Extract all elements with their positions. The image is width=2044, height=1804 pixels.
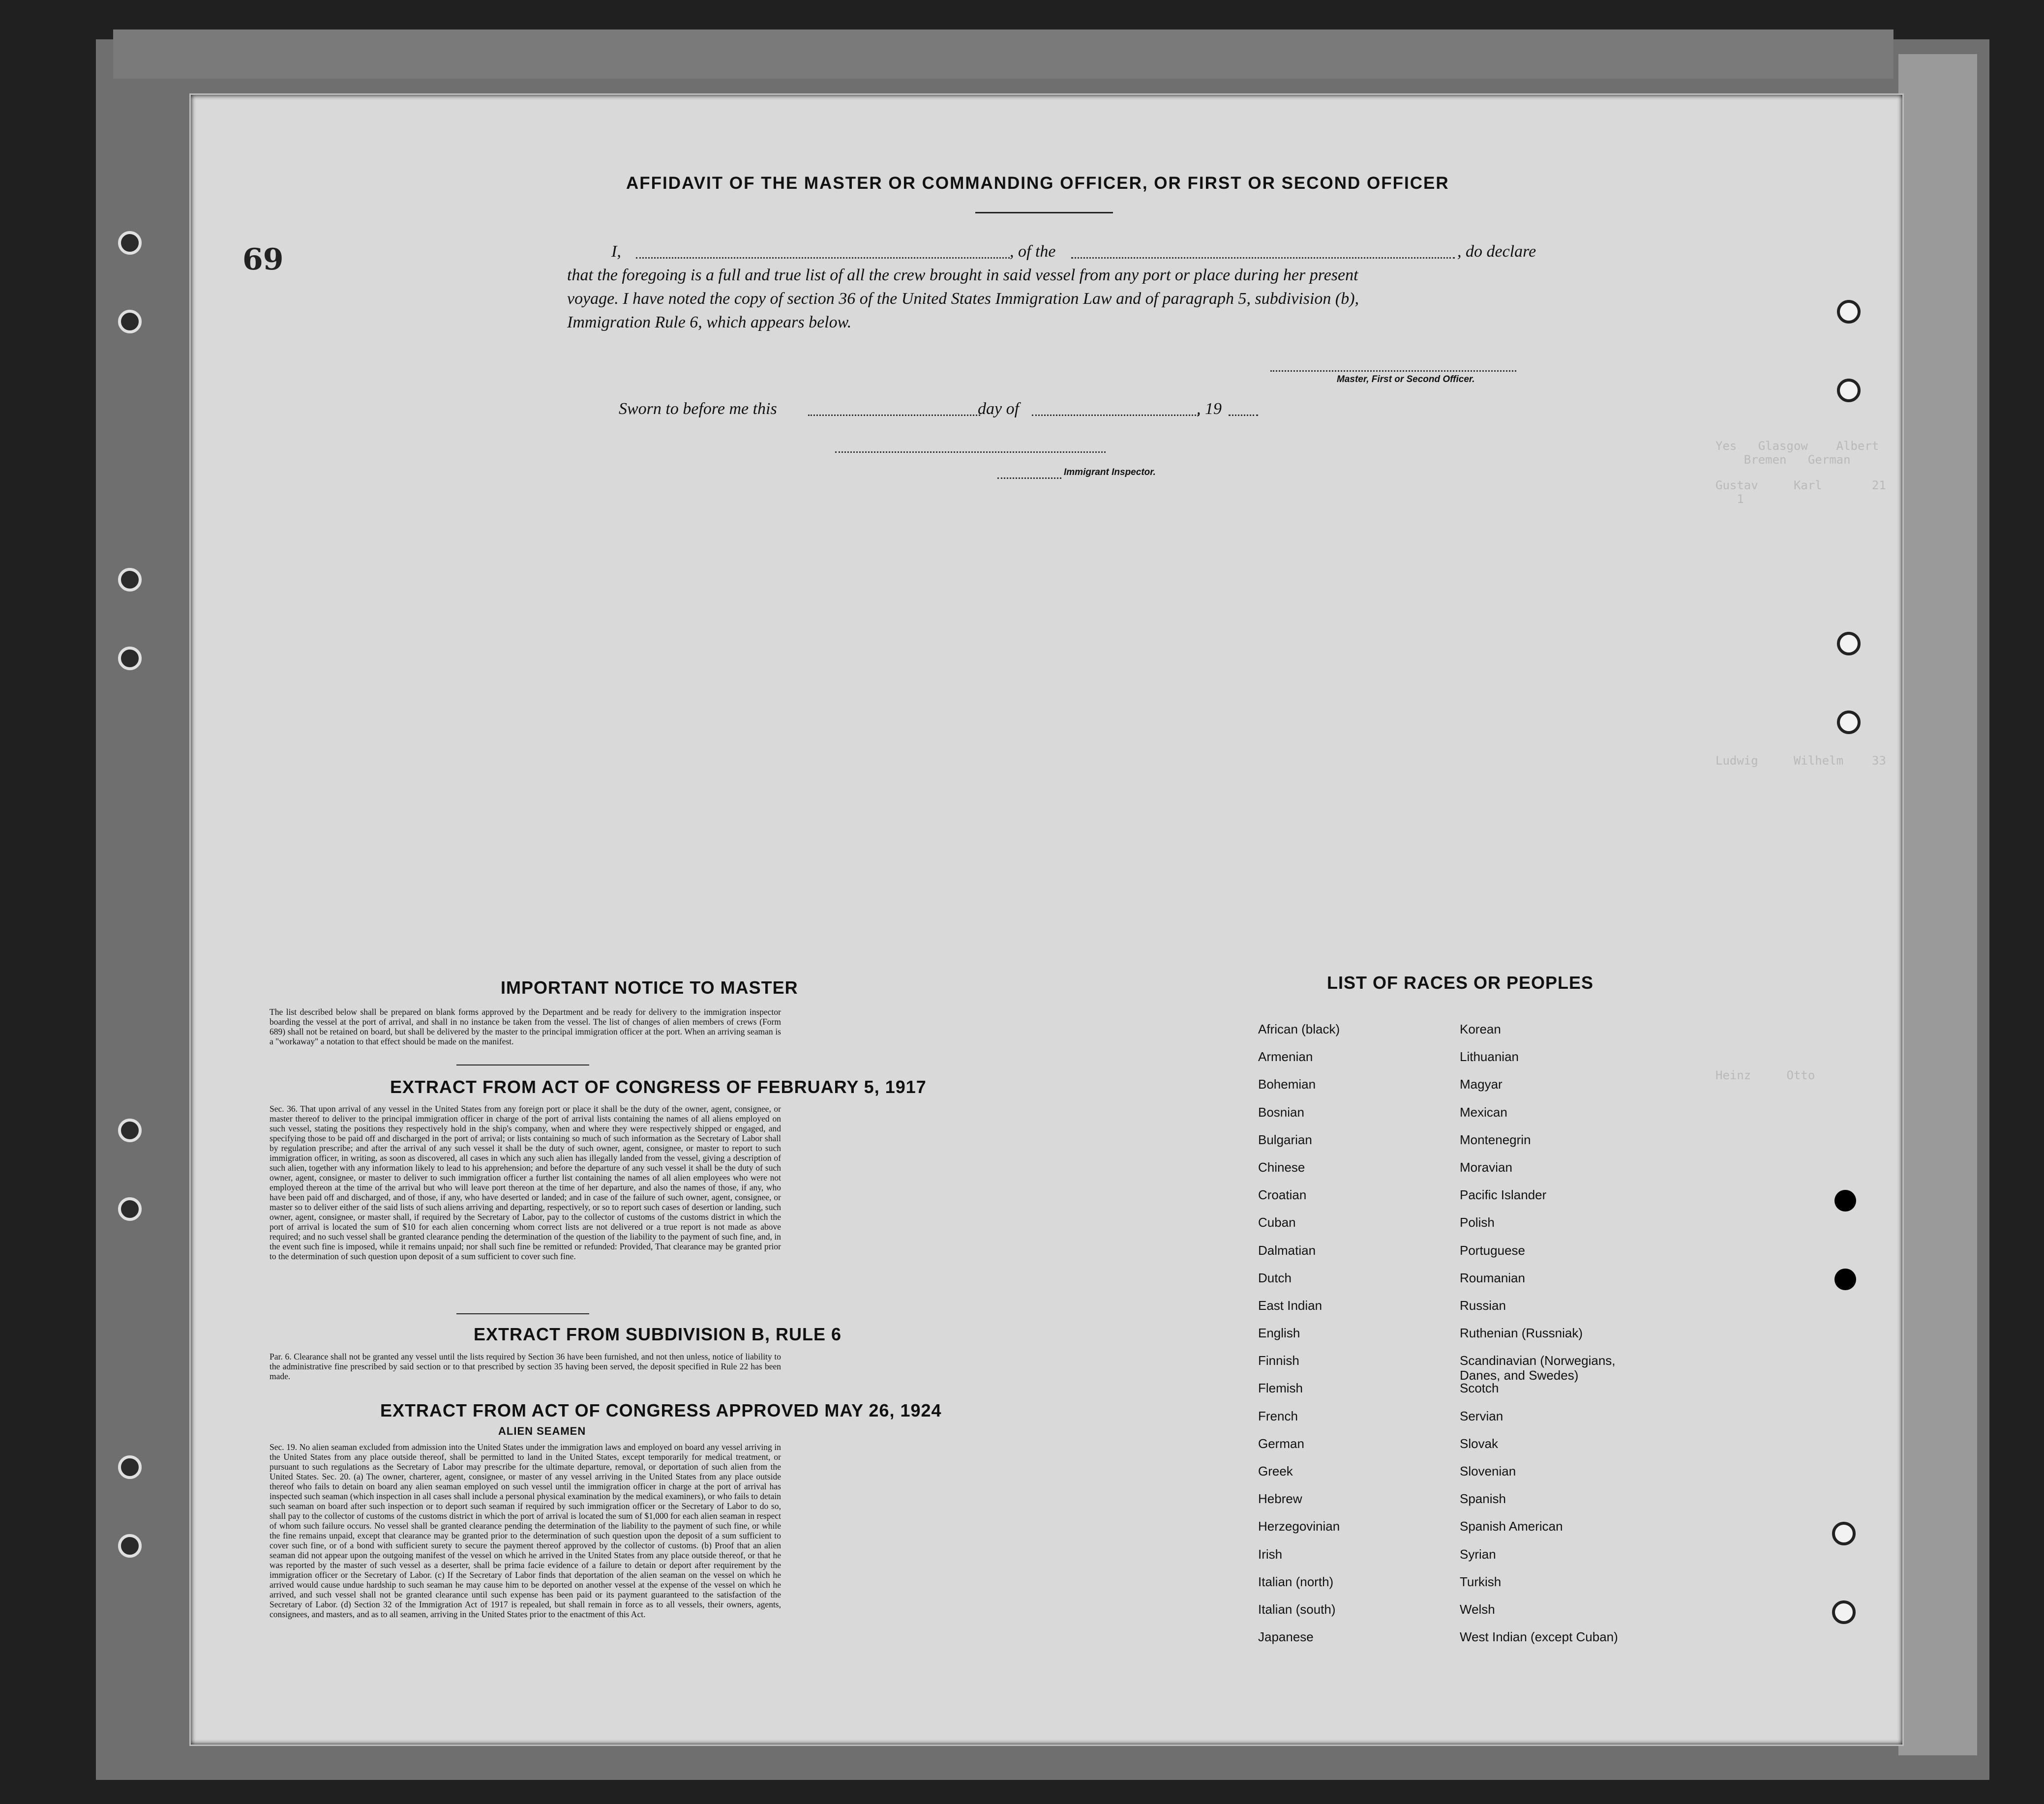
race-item: Korean	[1460, 1022, 1501, 1036]
extract-1924-title: EXTRACT FROM ACT OF CONGRESS APPROVED MAY 26, 1924	[380, 1400, 942, 1420]
race-item: Mexican	[1460, 1104, 1507, 1120]
declaration-i: I,	[611, 242, 621, 261]
binder-hole	[118, 231, 142, 255]
race-item: Welsh	[1460, 1601, 1495, 1617]
race-item: West Indian (except Cuban)	[1460, 1629, 1618, 1645]
race-item: Lithuanian	[1460, 1049, 1519, 1065]
race-item: Cuban	[1258, 1215, 1296, 1230]
affidavit-title: AFFIDAVIT OF THE MASTER OR COMMANDING OFFICER, OR FIRST OR SECOND OFFICER	[626, 174, 1449, 193]
race-item: Scotch	[1460, 1381, 1499, 1396]
race-item: Spanish	[1460, 1491, 1506, 1507]
sworn-month-field[interactable]	[1032, 414, 1199, 416]
race-item: Slovenian	[1460, 1464, 1516, 1479]
race-item: Magyar	[1460, 1077, 1503, 1092]
officer-signature-label: Master, First or Second Officer.	[1337, 374, 1475, 384]
document-page	[189, 93, 1904, 1746]
vessel-name-field[interactable]	[1071, 257, 1455, 259]
race-item: Croatian	[1258, 1187, 1307, 1203]
races-right-column	[1460, 1022, 1647, 1657]
race-item: French	[1258, 1408, 1298, 1423]
officer-signature-field[interactable]	[1270, 370, 1516, 372]
race-item: East Indian	[1258, 1298, 1323, 1313]
binder-hole	[1834, 1269, 1856, 1290]
inspector-signature-field[interactable]	[835, 451, 1106, 453]
underlying-sheet-edge	[1898, 54, 1977, 1755]
extract-1924-text: Sec. 19. No alien seaman excluded from admission into the United States under the immigration laws and employed on board any vessel arriving in the United States from any place outside thereof, shall be permitted to land in the United States, except temporarily for medical treatment, or pursuant to such regulations as the Secretary of Labor may prescribe for the ultimate departure, removal, or deportation of such alien from the United States. Sec. 20. (a) The owner, charterer, agent, consignee, or master of any vessel arriving in the United States from any place outside thereof who fails to detain on board any alien seaman employed on such vessel until the immigration officer in charge at the port of arrival has inspected such seaman (which inspection in all cases shall include a personal physical examination by the medical examiners), or who fails to detain such seaman on board after such inspection or to deport such seaman if required by such immigration officer or the Secretary of Labor to do so, shall pay to the collector of customs of the customs district in which the port of arrival is located the sum of $1,000 for each alien seaman in respect of whom such failure occurs. No vessel shall be granted clearance pending the determination of the liability to the payment of such fine, or while the fine remains unpaid, except that clearance may be granted prior to the determination of such question upon the deposit of a sum sufficient to cover such fine, or of a bond with sufficient surety to secure the payment thereof approved by the collector of customs. (b) Proof that an alien seaman did not appear upon the outgoing manifest of the vessel on which he arrived in the United States from any place outside thereof, or that he was reported by the master of such vessel as a deserter, shall be prima facie evidence of a failure to detain or deport after requirement by the immigration officer or the Secretary of Labor. (c) If the Secretary of Labor finds that deportation of the alien seaman on the vessel on which he arrived would cause undue hardship to such seaman he may cause him to be deported on another vessel at the expense of the vessel on which he arrived, and such vessel shall not be granted clearance until such expense has been paid or its payment guaranteed to the satisfaction of the Secretary of Labor. (d) Section 32 of the Immigration Act of 1917 is repealed, but shall remain in force as to all vessels, their owners, agents, consignees, and masters, and as to all seamen, arriving in the United States prior to the enactment of this Act.	[270, 1442, 781, 1619]
race-item: Portuguese	[1460, 1242, 1525, 1258]
race-item: Japanese	[1258, 1629, 1314, 1645]
race-item: German	[1258, 1436, 1304, 1451]
race-item: Scandinavian (Norwegians, Danes, and Swedes)	[1460, 1353, 1616, 1383]
declaration-declare: , do declare	[1457, 242, 1536, 261]
race-item: Slovak	[1460, 1436, 1499, 1451]
bleed-through-text: Yes Glasgow Albert Bremen German	[1715, 439, 1879, 467]
section-rule	[456, 1313, 589, 1314]
race-item: English	[1258, 1326, 1300, 1341]
race-item: Servian	[1460, 1408, 1503, 1423]
race-item: Bulgarian	[1258, 1132, 1312, 1147]
binder-hole	[1837, 379, 1861, 402]
extract-1924-subtitle: ALIEN SEAMEN	[498, 1425, 586, 1437]
race-item: Polish	[1460, 1215, 1495, 1230]
race-item: African (black)	[1258, 1022, 1340, 1036]
extract-rule6-title: EXTRACT FROM SUBDIVISION B, RULE 6	[474, 1324, 842, 1344]
race-item: Roumanian	[1460, 1270, 1525, 1285]
extract-rule6-text: Par. 6. Clearance shall not be granted any vessel until the lists required by Section 36 have been furnished, and not then unless, notice of liability to the administrative fine prescribed by said section or to that prescribed by section 35 having been served, the deposit specified in Rule 22 has been made.	[270, 1352, 781, 1381]
declaration-line-4: Immigration Rule 6, which appears below.	[567, 313, 852, 331]
notice-text: The list described below shall be prepared on blank forms approved by the Department and be ready for delivery to the immigration inspector boarding the vessel at the port of arrival, and shall in no instance be taken from the vessel. The list of changes of alien members of crews (Form 689) shall not be retained on board, but shall be delivered by the master to the principal immigration officer at the port. When an arriving seaman is a "workaway" a notation to that effect should be made on the manifest.	[270, 1007, 781, 1046]
binder-hole	[1834, 1190, 1856, 1212]
extract-1917-title: EXTRACT FROM ACT OF CONGRESS OF FEBRUARY 5, 1917	[390, 1077, 927, 1097]
race-item: Spanish American	[1460, 1519, 1563, 1534]
title-rule	[975, 212, 1113, 213]
race-item: Armenian	[1258, 1049, 1313, 1065]
race-item: Pacific Islander	[1460, 1187, 1547, 1203]
extract-1917-text: Sec. 36. That upon arrival of any vessel in the United States from any foreign port or place it shall be the duty of the owner, agent, consignee, or master thereof to deliver to the principal immigration officer in charge of the port of arrival lists containing the names of all aliens employed on such vessel, stating the positions they respectively hold in the ship's company, when and where they were respectively shipped or engaged, and specifying those to be paid off and discharged in the port of arrival; or lists containing so much of such information as the Secretary of Labor shall by regulation prescribe; and after the arrival of any such vessel it shall be the duty of such owner, agent, consignee, or master to report to such immigration officer, in writing, as soon as discovered, all cases in which any such alien has illegally landed from the vessel, giving a description of such alien, together with any information likely to lead to his apprehension; and before the departure of any such vessel it shall be the duty of such owner, agent, consignee, or master to deliver to such immigration officer a further list containing the names of all alien employees who were not employed thereon at the time of the arrival but who will leave port thereon at the time of her departure, and also the names of those, if any, who have been paid off and discharged, and of those, if any, who have deserted or landed; and in case of the failure of such owner, agent, consignee, or master so to deliver either of the said lists of such aliens arriving and departing, respectively, or so to report such cases of desertion or landing, such owner, agent, consignee, or master shall, if required by the Secretary of Labor, pay to the collector of customs of the customs district in which the port of arrival is located the sum of $10 for each alien concerning whom correct lists are not delivered or a true report is not made as above required; and no such vessel shall be granted clearance pending the determination of the question of the liability to the payment of such fine, and, in the event such fine is imposed, while it remains unpaid; nor shall such fine be remitted or refunded: Provided, That clearance may be granted prior to the determination of such question upon deposit of a sum sufficient to cover such fine.	[270, 1104, 781, 1261]
bleed-through-text: Gustav Karl 21 1	[1715, 478, 1886, 506]
declaration-of-the: , of the	[1010, 242, 1056, 261]
declaration-line-2: that the foregoing is a full and true list of all the crew brought in said vessel from any port or place during her present	[567, 266, 1358, 284]
race-item: Chinese	[1258, 1159, 1305, 1175]
underlying-sheet-top	[113, 30, 1894, 79]
race-item: Bohemian	[1258, 1077, 1316, 1092]
races-left-column	[1258, 1022, 1340, 1657]
race-item: Montenegrin	[1460, 1132, 1531, 1147]
bleed-through-text: Heinz Otto	[1715, 1068, 1815, 1082]
race-item: Syrian	[1460, 1546, 1496, 1562]
race-item: Bosnian	[1258, 1104, 1304, 1120]
race-item: Turkish	[1460, 1574, 1502, 1589]
race-item: Dutch	[1258, 1270, 1292, 1285]
race-item: Hebrew	[1258, 1491, 1302, 1507]
race-item: Moravian	[1460, 1159, 1512, 1175]
binder-hole	[118, 568, 142, 591]
notice-title: IMPORTANT NOTICE TO MASTER	[501, 977, 798, 998]
races-title: LIST OF RACES OR PEOPLES	[1327, 973, 1594, 993]
race-item: Herzegovinian	[1258, 1519, 1340, 1534]
sworn-prefix: Sworn to before me this	[619, 400, 777, 418]
race-item: Dalmatian	[1258, 1242, 1316, 1258]
binder-hole	[118, 1197, 142, 1221]
race-item: Italian (south)	[1258, 1601, 1336, 1617]
declaration-line-3: voyage. I have noted the copy of section 36 of the United States Immigration Law and of paragraph 5, subdivision (b),	[567, 290, 1359, 308]
binder-hole	[1832, 1600, 1856, 1624]
binder-hole	[1832, 1522, 1856, 1545]
binder-hole	[1837, 710, 1861, 734]
bleed-through-text: Ludwig Wilhelm 33	[1715, 754, 1886, 768]
race-item: Italian (north)	[1258, 1574, 1334, 1589]
master-name-field[interactable]	[636, 257, 1010, 259]
sworn-day-field[interactable]	[808, 414, 980, 416]
inspector-label: Immigrant Inspector.	[1064, 467, 1156, 477]
sworn-year-field[interactable]	[1229, 414, 1258, 416]
race-item: Russian	[1460, 1298, 1506, 1313]
race-item: Flemish	[1258, 1381, 1303, 1396]
binder-hole	[118, 647, 142, 670]
page-number-mark: 69	[242, 242, 284, 277]
race-item: Irish	[1258, 1546, 1283, 1562]
race-item: Ruthenian (Russniak)	[1460, 1326, 1583, 1341]
binder-hole	[118, 1455, 142, 1479]
binder-hole	[118, 1534, 142, 1558]
inspector-dotted-lead	[997, 477, 1061, 479]
sworn-year: , 19	[1197, 400, 1222, 418]
binder-hole	[1837, 300, 1861, 324]
sworn-day-of: day of	[978, 400, 1020, 418]
binder-hole	[1837, 632, 1861, 655]
race-item: Finnish	[1258, 1353, 1299, 1368]
race-item: Greek	[1258, 1464, 1293, 1479]
binder-hole	[118, 1119, 142, 1142]
binder-hole	[118, 310, 142, 333]
